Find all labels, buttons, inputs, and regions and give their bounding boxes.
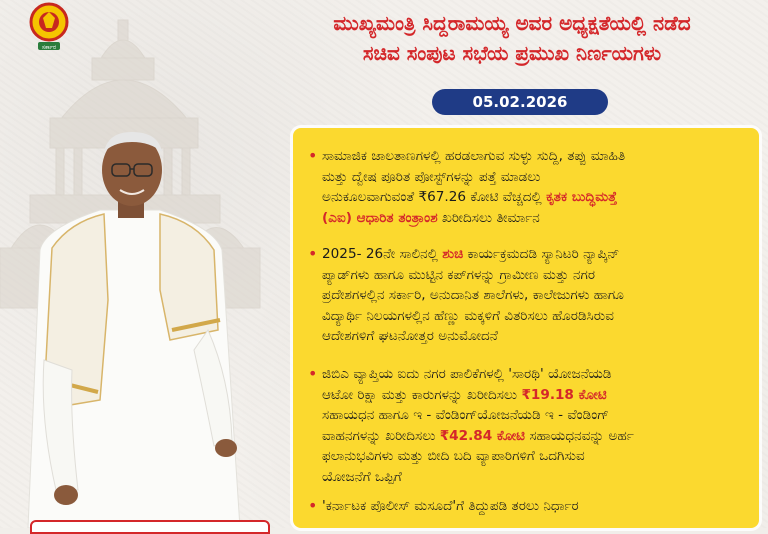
date-badge: 05.02.2026 [432,89,608,115]
decision-point-3: • ಜಿಬಿಎ ವ್ಯಾಪ್ತಿಯ ಐದು ನಗರ ಪಾಲಿಕೆಗಳಲ್ಲಿ 'ಸಾರಥಿ' ಯೋಜನೆಯಡಿ ಆಟೋ ರಿಕ್ಷಾ ಮತ್ತು ಕಾರುಗಳನ್ನು ಖರೀದಿಸಲು ₹19.18 ಕೋಟಿ ಸಹಾಯಧನ ಹಾಗೂ ಇ - ವೆಂಡಿಂಗ್‌ಯೋಜನೆಯಡಿ ಇ - ವೆಂಡಿಂಗ್ ವಾಹನಗಳನ್ನು ಖರೀದಿಸಲು ₹42.84 ಕೋಟಿ ಸಹಾಯಧನವನ್ನು ಅರ್ಹ ಫಲಾನುಭವಿಗಳು ಮತ್ತು ಬೀದಿ ಬದಿ ವ್ಯಾಪಾರಿಗಳಿಗೆ ಒದಗಿಸುವ ಯೋಜನೆಗೆ ಒಪ್ಪಿಗೆ [322,364,634,487]
photo-illustration [0,0,300,528]
title-line-1: ಮುಖ್ಯಮಂತ್ರಿ ಸಿದ್ದರಾಮಯ್ಯ ಅವರ ಅಧ್ಯಕ್ಷತೆಯಲ್ಲಿ ನಡೆದ [333,11,691,35]
decision-point-1: • ಸಾಮಾಜಿಕ ಜಾಲತಾಣಗಳಲ್ಲಿ ಹರಡಲಾಗುವ ಸುಳ್ಳು ಸುದ್ದಿ, ತಪ್ಪು ಮಾಹಿತಿ ಮತ್ತು ದ್ವೇಷ ಪೂರಿತ ಪೋಸ್ಟ್‌ಗಳನ್ನು ಪತ್ತೆ ಮಾಡಲು ಅನುಕೂಲವಾಗುವಂತೆ ₹67.26 ಕೋಟಿ ವೆಚ್ಚದಲ್ಲಿ ಕೃತಕ ಬುದ್ಧಿಮತ್ತೆ (ಎಐ) ಆಧಾರಿತ ತಂತ್ರಾಂಶ ಖರೀದಿಸಲು ತೀರ್ಮಾನ [322,146,625,228]
title-line-2: ಸಚಿವ ಸಂಪುಟ ಸಭೆಯ ಪ್ರಮುಖ ನಿರ್ಣಯಗಳು [362,41,662,65]
karnataka-emblem-icon [24,0,74,56]
page-title [262,8,762,68]
bottom-caption-box [30,520,270,534]
decision-point-2: • 2025- 26ನೇ ಸಾಲಿನಲ್ಲಿ ಶುಚಿ ಕಾರ್ಯಕ್ರಮದಡಿ ಸ್ಯಾನಿಟರಿ ನ್ಯಾಪ್ಕಿನ್ ಪ್ಯಾಡ್‌ಗಳು ಹಾಗೂ ಮುಟ್ಟಿನ ಕಪ್‌ಗಳನ್ನು ಗ್ರಾಮೀಣ ಮತ್ತು ನಗರ ಪ್ರದೇಶಗಳಲ್ಲಿನ ಸರ್ಕಾರಿ, ಅನುದಾನಿತ ಶಾಲೆಗಳು, ಕಾಲೇಜುಗಳು ಹಾಗೂ ವಿದ್ಯಾರ್ಥಿ ನಿಲಯಗಳಲ್ಲಿನ ಹೆಣ್ಣು ಮಕ್ಕಳಿಗೆ ವಿತರಿಸಲು ಹೊರಡಿಸಿರುವ ಆದೇಶಗಳಿಗೆ ಘಟನೋತ್ತರ ಅನುಮೋದನೆ [322,244,624,347]
emblem-caption: ಸರ್ಕಾರ [41,44,57,51]
decision-point-4: • 'ಕರ್ನಾಟಕ ಪೊಲೀಸ್ ಮಸೂದೆ'ಗೆ ತಿದ್ದುಪಡಿ ತರಲು ನಿರ್ಧಾರ [322,496,579,517]
